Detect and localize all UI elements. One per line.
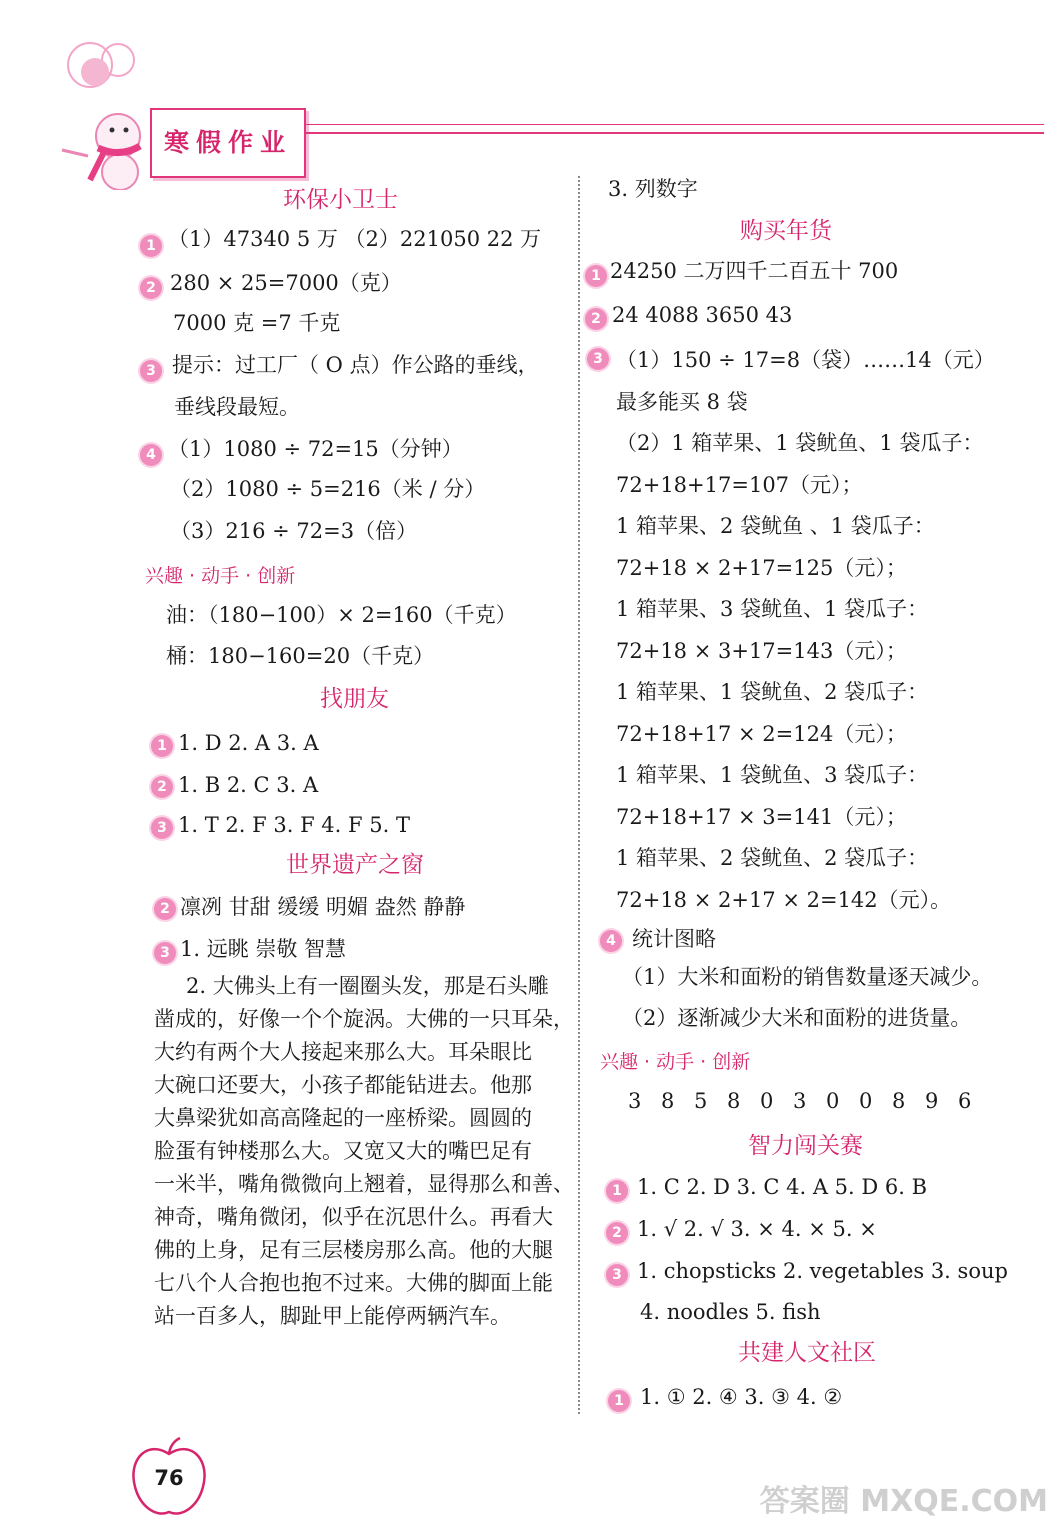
digit: 8	[892, 1089, 906, 1113]
digit: 3	[628, 1089, 642, 1113]
answer-line: 7000 克 =7 千克	[173, 311, 341, 335]
answer-line: （1）47340 5 万 （2）221050 22 万	[168, 227, 542, 251]
answer-line: 1 箱苹果、2 袋鱿鱼 、1 袋瓜子：	[616, 514, 935, 538]
answer-line: 1. 远眺 崇敬 智慧	[180, 937, 347, 961]
question-number-badge: 1	[140, 235, 162, 257]
column-divider	[578, 176, 580, 1414]
paragraph-line: 站一百多人，脚趾甲上能停两辆汽车。	[154, 1304, 511, 1328]
paragraph-line: 大碗口还要大，小孩子都能钻进去。他那	[154, 1073, 532, 1097]
question-number-badge: 4	[600, 930, 622, 952]
question-number-badge: 2	[151, 776, 173, 798]
answer-line: 24 4088 3650 43	[612, 303, 793, 327]
answer-line: 72+18 × 2+17 × 2=142（元）。	[616, 887, 952, 912]
header-title: 寒假作业	[163, 128, 292, 157]
answer-line: 最多能买 8 袋	[616, 389, 748, 414]
question-number-badge: 1	[151, 735, 173, 757]
paragraph-line: 大约有两个大人接起来那么大。耳朵眼比	[154, 1040, 532, 1064]
answer-line: 1. ① 2. ④ 3. ③ 4. ②	[640, 1385, 843, 1409]
answer-line: 1. D 2. A 3. A	[178, 731, 319, 755]
question-number-badge: 2	[140, 277, 162, 299]
answer-line: 72+18+17 × 3=141（元）；	[616, 804, 907, 829]
answer-line: （2）逐渐减少大米和面粉的进货量。	[622, 1006, 972, 1030]
section-title-goumainianhuo: 购买年货	[740, 218, 832, 244]
answer-paragraph	[154, 970, 574, 1333]
question-number-badge: 2	[606, 1222, 628, 1244]
paragraph-line: 脸蛋有钟楼那么大。又宽又大的嘴巴足有	[154, 1139, 532, 1163]
subsection-title: 兴趣 · 动手 · 创新	[145, 565, 296, 587]
digit-sequence	[628, 1086, 991, 1116]
answer-block	[616, 340, 995, 921]
paragraph-line: 大鼻梁犹如高高隆起的一座桥梁。圆圆的	[154, 1106, 532, 1130]
question-number-badge: 3	[154, 942, 176, 964]
page-number-apple	[128, 1436, 210, 1520]
paragraph-line: 七八个人合抱也抱不过来。大佛的脚面上能	[154, 1271, 553, 1295]
answer-line: 垂线段最短。	[174, 395, 300, 419]
answer-line: （2）1 箱苹果、1 袋鱿鱼、1 袋瓜子：	[616, 431, 984, 455]
paragraph-line: 佛的上身，足有三层楼房那么高。他的大腿	[154, 1238, 553, 1262]
watermark: 答案圈 MXQE.COM	[759, 1484, 1048, 1519]
answer-line: 24250 二万四千二百五十 700	[610, 259, 899, 283]
answer-line: 油：（180−100）× 2=160（千克）	[166, 603, 517, 627]
question-number-badge: 3	[587, 348, 609, 370]
answer-line: 桶：180−160=20（千克）	[166, 644, 435, 668]
paragraph-line: 神奇，嘴角微闭，似乎在沉思什么。再看大	[154, 1205, 553, 1229]
section-title-zhaopengyou: 找朋友	[320, 686, 389, 712]
answer-line: 提示：过工厂（ O 点）作公路的垂线，	[172, 353, 539, 377]
answer-line: 1 箱苹果、1 袋鱿鱼、2 袋瓜子：	[616, 680, 929, 704]
answer-line: （3）216 ÷ 72=3（倍）	[170, 519, 418, 543]
answer-line: 统计图略	[632, 927, 716, 951]
paragraph-line: 凿成的，好像一个个旋涡。大佛的一只耳朵，	[154, 1007, 574, 1031]
answer-line: 4. noodles 5. fish	[640, 1300, 821, 1324]
digit: 3	[793, 1089, 807, 1113]
digit: 9	[925, 1089, 939, 1113]
answer-line: 72+18+17 × 2=124（元）；	[616, 721, 907, 746]
answer-line: 1. B 2. C 3. A	[178, 773, 319, 797]
answer-line: 1. chopsticks 2. vegetables 3. soup	[637, 1259, 1008, 1283]
answer-line: 72+18 × 3+17=143（元）；	[616, 638, 907, 663]
snowman-mascot	[40, 30, 160, 190]
digit: 5	[694, 1089, 708, 1113]
answer-line: 1. C 2. D 3. C 4. A 5. D 6. B	[637, 1175, 928, 1199]
answer-line: （1）1080 ÷ 72=15（分钟）	[168, 437, 463, 461]
question-number-badge: 2	[154, 898, 176, 920]
answer-line: 72+18 × 2+17=125（元）；	[616, 555, 907, 580]
header-rule-top	[304, 124, 1044, 125]
answer-line: 凛冽 甘甜 缓缓 明媚 盎然 静静	[180, 895, 466, 919]
digit: 0	[826, 1089, 840, 1113]
answer-line: 1. T 2. F 3. F 4. F 5. T	[178, 813, 410, 837]
digit: 8	[661, 1089, 675, 1113]
header-rule-bottom	[304, 132, 1044, 134]
section-title-huanbao: 环保小卫士	[283, 187, 398, 213]
answer-line: （1）150 ÷ 17=8（袋）……14（元）	[616, 348, 995, 372]
paragraph-line: 一米半，嘴角微微向上翘着，显得那么和善、	[154, 1172, 574, 1196]
answer-line: 280 × 25=7000（克）	[170, 271, 402, 295]
answer-line: （1）大米和面粉的销售数量逐天减少。	[622, 965, 993, 989]
answer-line: 1. √ 2. √ 3. × 4. × 5. ×	[637, 1217, 877, 1241]
paragraph-line: 2. 大佛头上有一圈圈头发，那是石头雕	[186, 974, 549, 998]
question-number-badge: 1	[585, 265, 607, 287]
question-number-badge: 1	[606, 1180, 628, 1202]
question-number-badge: 2	[585, 308, 607, 330]
section-title-zhili: 智力闯关赛	[748, 1133, 863, 1159]
question-number-badge: 3	[606, 1264, 628, 1286]
answer-line: 72+18+17=107（元）；	[616, 472, 863, 497]
header-title-box	[150, 108, 306, 178]
digit: 0	[760, 1089, 774, 1113]
answer-line: （2）1080 ÷ 5=216（米 / 分）	[170, 477, 486, 501]
section-title-gongjian: 共建人文社区	[738, 1340, 876, 1366]
page-number: 76	[154, 1466, 184, 1490]
question-number-badge: 3	[140, 360, 162, 382]
digit: 8	[727, 1089, 741, 1113]
answer-line: 1 箱苹果、3 袋鱿鱼、1 袋瓜子：	[616, 597, 929, 621]
answer-line: 1 箱苹果、1 袋鱿鱼、3 袋瓜子：	[616, 763, 929, 787]
answer-line: 1 箱苹果、2 袋鱿鱼、2 袋瓜子：	[616, 846, 929, 870]
question-number-badge: 4	[140, 444, 162, 466]
answer-line: 3. 列数字	[608, 177, 698, 201]
question-number-badge: 3	[151, 817, 173, 839]
subsection-title: 兴趣 · 动手 · 创新	[600, 1051, 751, 1073]
question-number-badge: 1	[608, 1390, 630, 1412]
section-title-shijieyichan: 世界遗产之窗	[286, 852, 424, 878]
digit: 0	[859, 1089, 873, 1113]
digit: 6	[958, 1089, 972, 1113]
